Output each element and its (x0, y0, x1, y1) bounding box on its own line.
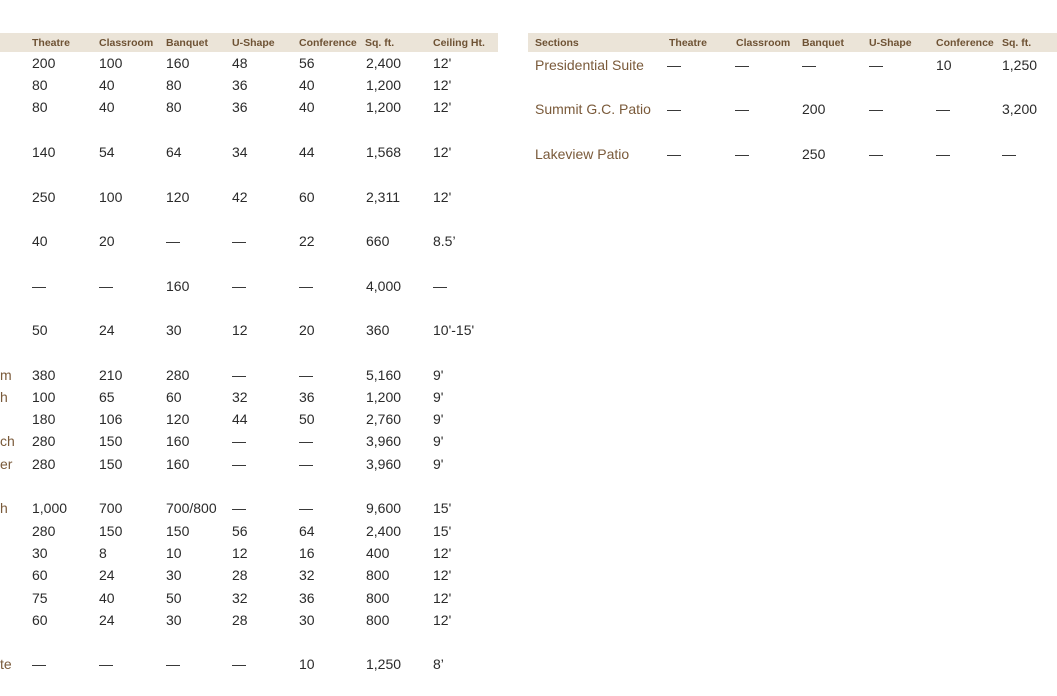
cell-conference: 10 (299, 656, 315, 672)
left-header-banquet: Banquet (166, 37, 208, 49)
cell-theatre: 80 (32, 99, 48, 115)
cell-ceiling-ht: 12' (433, 567, 452, 583)
cell-theatre: 250 (32, 189, 56, 205)
cell-u-shape: — (232, 656, 246, 672)
cell-banquet: 160 (166, 55, 190, 71)
cell-banquet: 120 (166, 189, 190, 205)
room-name-fragment: te (0, 656, 12, 672)
cell-sq-ft: 2,400 (366, 523, 402, 539)
section-name: Lakeview Patio (535, 146, 630, 162)
cell-u-shape: — (232, 367, 246, 383)
cell-banquet: 280 (166, 367, 190, 383)
cell-conference: — (936, 146, 950, 162)
cell-sq-ft: 1,200 (366, 77, 402, 93)
cell-u-shape: — (869, 101, 883, 117)
cell-u-shape: 42 (232, 189, 248, 205)
cell-ceiling-ht: 15' (433, 523, 452, 539)
cell-sq-ft: 3,960 (366, 456, 402, 472)
cell-ceiling-ht: 8.5’ (433, 233, 456, 249)
cell-u-shape: 28 (232, 612, 248, 628)
cell-classroom: 150 (99, 456, 123, 472)
room-name-fragment: m (0, 367, 12, 383)
cell-sq-ft: 800 (366, 567, 390, 583)
cell-theatre: 280 (32, 456, 56, 472)
cell-banquet: 10 (166, 545, 182, 561)
cell-conference: 22 (299, 233, 315, 249)
cell-conference: — (936, 101, 950, 117)
cell-conference: 60 (299, 189, 315, 205)
left-header-conference: Conference (299, 37, 357, 49)
cell-ceiling-ht: 12' (433, 77, 452, 93)
right-header-theatre: Theatre (669, 37, 707, 49)
right-header-banquet: Banquet (802, 37, 844, 49)
cell-conference: 32 (299, 567, 315, 583)
cell-sq-ft: 5,160 (366, 367, 402, 383)
left-header-ceiling-ht: Ceiling Ht. (433, 37, 485, 49)
cell-classroom: 100 (99, 55, 123, 71)
cell-ceiling-ht: 12' (433, 189, 452, 205)
cell-classroom: — (735, 57, 749, 73)
cell-sq-ft: 3,200 (1002, 101, 1038, 117)
cell-sq-ft: 800 (366, 612, 390, 628)
cell-u-shape: 28 (232, 567, 248, 583)
cell-conference: 20 (299, 322, 315, 338)
cell-conference: — (299, 367, 313, 383)
cell-theatre: 1,000 (32, 500, 68, 516)
cell-classroom: — (735, 146, 749, 162)
cell-sq-ft: 400 (366, 545, 390, 561)
cell-u-shape: — (232, 433, 246, 449)
cell-banquet: — (166, 656, 180, 672)
cell-classroom: 40 (99, 77, 115, 93)
cell-classroom: 40 (99, 99, 115, 115)
left-header-sq-ft: Sq. ft. (365, 37, 395, 49)
cell-theatre: 75 (32, 590, 48, 606)
cell-u-shape: 36 (232, 77, 248, 93)
cell-classroom: 24 (99, 567, 115, 583)
room-name-fragment: er (0, 456, 13, 472)
cell-ceiling-ht: 12' (433, 590, 452, 606)
cell-sq-ft: 2,311 (366, 189, 400, 205)
cell-classroom: 106 (99, 411, 123, 427)
cell-u-shape: — (869, 146, 883, 162)
left-header-u-shape: U-Shape (232, 37, 275, 49)
cell-classroom: — (735, 101, 749, 117)
cell-banquet: 700/800 (166, 500, 217, 516)
cell-u-shape: 36 (232, 99, 248, 115)
cell-sq-ft: 360 (366, 322, 390, 338)
cell-banquet: — (166, 233, 180, 249)
right-header-sections: Sections (535, 37, 579, 49)
cell-ceiling-ht: — (433, 278, 447, 294)
cell-sq-ft: 4,000 (366, 278, 402, 294)
cell-banquet: 80 (166, 99, 182, 115)
cell-ceiling-ht: 9' (433, 367, 444, 383)
cell-sq-ft: 800 (366, 590, 390, 606)
section-name: Presidential Suite (535, 57, 644, 73)
cell-classroom: 40 (99, 590, 115, 606)
cell-conference: — (299, 456, 313, 472)
cell-u-shape: — (232, 500, 246, 516)
cell-classroom: 24 (99, 322, 115, 338)
cell-classroom: 8 (99, 545, 107, 561)
cell-conference: 16 (299, 545, 315, 561)
section-name: Summit G.C. Patio (535, 101, 651, 117)
right-header-classroom: Classroom (736, 37, 791, 49)
cell-u-shape: — (869, 57, 883, 73)
room-name-fragment: h (0, 500, 8, 516)
cell-sq-ft: 1,568 (366, 144, 402, 160)
cell-banquet: 30 (166, 612, 182, 628)
cell-banquet: 250 (802, 146, 826, 162)
room-name-fragment: ch (0, 433, 15, 449)
cell-classroom: 150 (99, 433, 123, 449)
cell-banquet: 120 (166, 411, 190, 427)
cell-ceiling-ht: 12' (433, 545, 452, 561)
cell-sq-ft: 2,400 (366, 55, 402, 71)
cell-u-shape: 12 (232, 545, 248, 561)
cell-conference: 36 (299, 389, 315, 405)
cell-banquet: 50 (166, 590, 182, 606)
cell-sq-ft: 660 (366, 233, 390, 249)
cell-theatre: — (667, 101, 681, 117)
right-header-u-shape: U-Shape (869, 37, 912, 49)
right-header-sq-ft: Sq. ft. (1002, 37, 1032, 49)
cell-u-shape: — (232, 456, 246, 472)
cell-theatre: 60 (32, 567, 48, 583)
cell-banquet: 160 (166, 278, 190, 294)
cell-ceiling-ht: 9' (433, 411, 444, 427)
cell-sq-ft: 2,760 (366, 411, 402, 427)
cell-theatre: 50 (32, 322, 48, 338)
cell-u-shape: — (232, 233, 246, 249)
cell-theatre: 30 (32, 545, 48, 561)
cell-conference: 10 (936, 57, 952, 73)
cell-classroom: 24 (99, 612, 115, 628)
cell-sq-ft: 1,250 (366, 656, 402, 672)
cell-classroom: — (99, 656, 113, 672)
left-header-classroom: Classroom (99, 37, 154, 49)
room-name-fragment: h (0, 389, 8, 405)
cell-classroom: — (99, 278, 113, 294)
cell-conference: 50 (299, 411, 315, 427)
cell-ceiling-ht: 9' (433, 433, 444, 449)
cell-theatre: 200 (32, 55, 56, 71)
cell-banquet: 150 (166, 523, 190, 539)
cell-conference: — (299, 278, 313, 294)
cell-ceiling-ht: 9' (433, 389, 444, 405)
cell-theatre: — (32, 278, 46, 294)
cell-classroom: 20 (99, 233, 115, 249)
cell-u-shape: 12 (232, 322, 248, 338)
cell-classroom: 65 (99, 389, 115, 405)
cell-sq-ft: 9,600 (366, 500, 402, 516)
cell-u-shape: 34 (232, 144, 248, 160)
cell-conference: 44 (299, 144, 315, 160)
cell-sq-ft: 1,250 (1002, 57, 1038, 73)
cell-u-shape: 32 (232, 389, 248, 405)
cell-conference: 36 (299, 590, 315, 606)
cell-ceiling-ht: 12' (433, 144, 452, 160)
cell-theatre: 80 (32, 77, 48, 93)
cell-classroom: 100 (99, 189, 123, 205)
right-header-conference: Conference (936, 37, 994, 49)
cell-u-shape: 56 (232, 523, 248, 539)
cell-theatre: 380 (32, 367, 56, 383)
cell-banquet: 64 (166, 144, 182, 160)
cell-theatre: 40 (32, 233, 48, 249)
cell-theatre: 140 (32, 144, 56, 160)
cell-theatre: 60 (32, 612, 48, 628)
cell-theatre: 280 (32, 433, 56, 449)
cell-conference: — (299, 500, 313, 516)
cell-sq-ft: — (1002, 146, 1016, 162)
cell-sq-ft: 1,200 (366, 99, 402, 115)
cell-conference: 30 (299, 612, 315, 628)
cell-theatre: 180 (32, 411, 56, 427)
cell-u-shape: 48 (232, 55, 248, 71)
cell-ceiling-ht: 12' (433, 99, 452, 115)
cell-classroom: 54 (99, 144, 115, 160)
cell-ceiling-ht: 15' (433, 500, 452, 516)
cell-ceiling-ht: 10'-15' (433, 322, 475, 338)
left-header-theatre: Theatre (32, 37, 70, 49)
cell-ceiling-ht: 8’ (433, 656, 444, 672)
cell-ceiling-ht: 12' (433, 55, 452, 71)
cell-banquet: 80 (166, 77, 182, 93)
cell-conference: 40 (299, 77, 315, 93)
cell-sq-ft: 1,200 (366, 389, 402, 405)
cell-theatre: — (32, 656, 46, 672)
cell-conference: 56 (299, 55, 315, 71)
cell-classroom: 150 (99, 523, 123, 539)
cell-theatre: 100 (32, 389, 56, 405)
cell-classroom: 210 (99, 367, 123, 383)
cell-banquet: 60 (166, 389, 182, 405)
cell-banquet: 30 (166, 567, 182, 583)
cell-sq-ft: 3,960 (366, 433, 402, 449)
cell-banquet: 160 (166, 433, 190, 449)
cell-banquet: 30 (166, 322, 182, 338)
cell-banquet: 160 (166, 456, 190, 472)
cell-u-shape: 32 (232, 590, 248, 606)
cell-theatre: 280 (32, 523, 56, 539)
cell-banquet: 200 (802, 101, 826, 117)
cell-ceiling-ht: 9' (433, 456, 444, 472)
cell-u-shape: 44 (232, 411, 248, 427)
cell-theatre: — (667, 57, 681, 73)
cell-u-shape: — (232, 278, 246, 294)
cell-ceiling-ht: 12' (433, 612, 452, 628)
cell-theatre: — (667, 146, 681, 162)
cell-classroom: 700 (99, 500, 123, 516)
cell-banquet: — (802, 57, 816, 73)
cell-conference: 64 (299, 523, 315, 539)
cell-conference: — (299, 433, 313, 449)
cell-conference: 40 (299, 99, 315, 115)
